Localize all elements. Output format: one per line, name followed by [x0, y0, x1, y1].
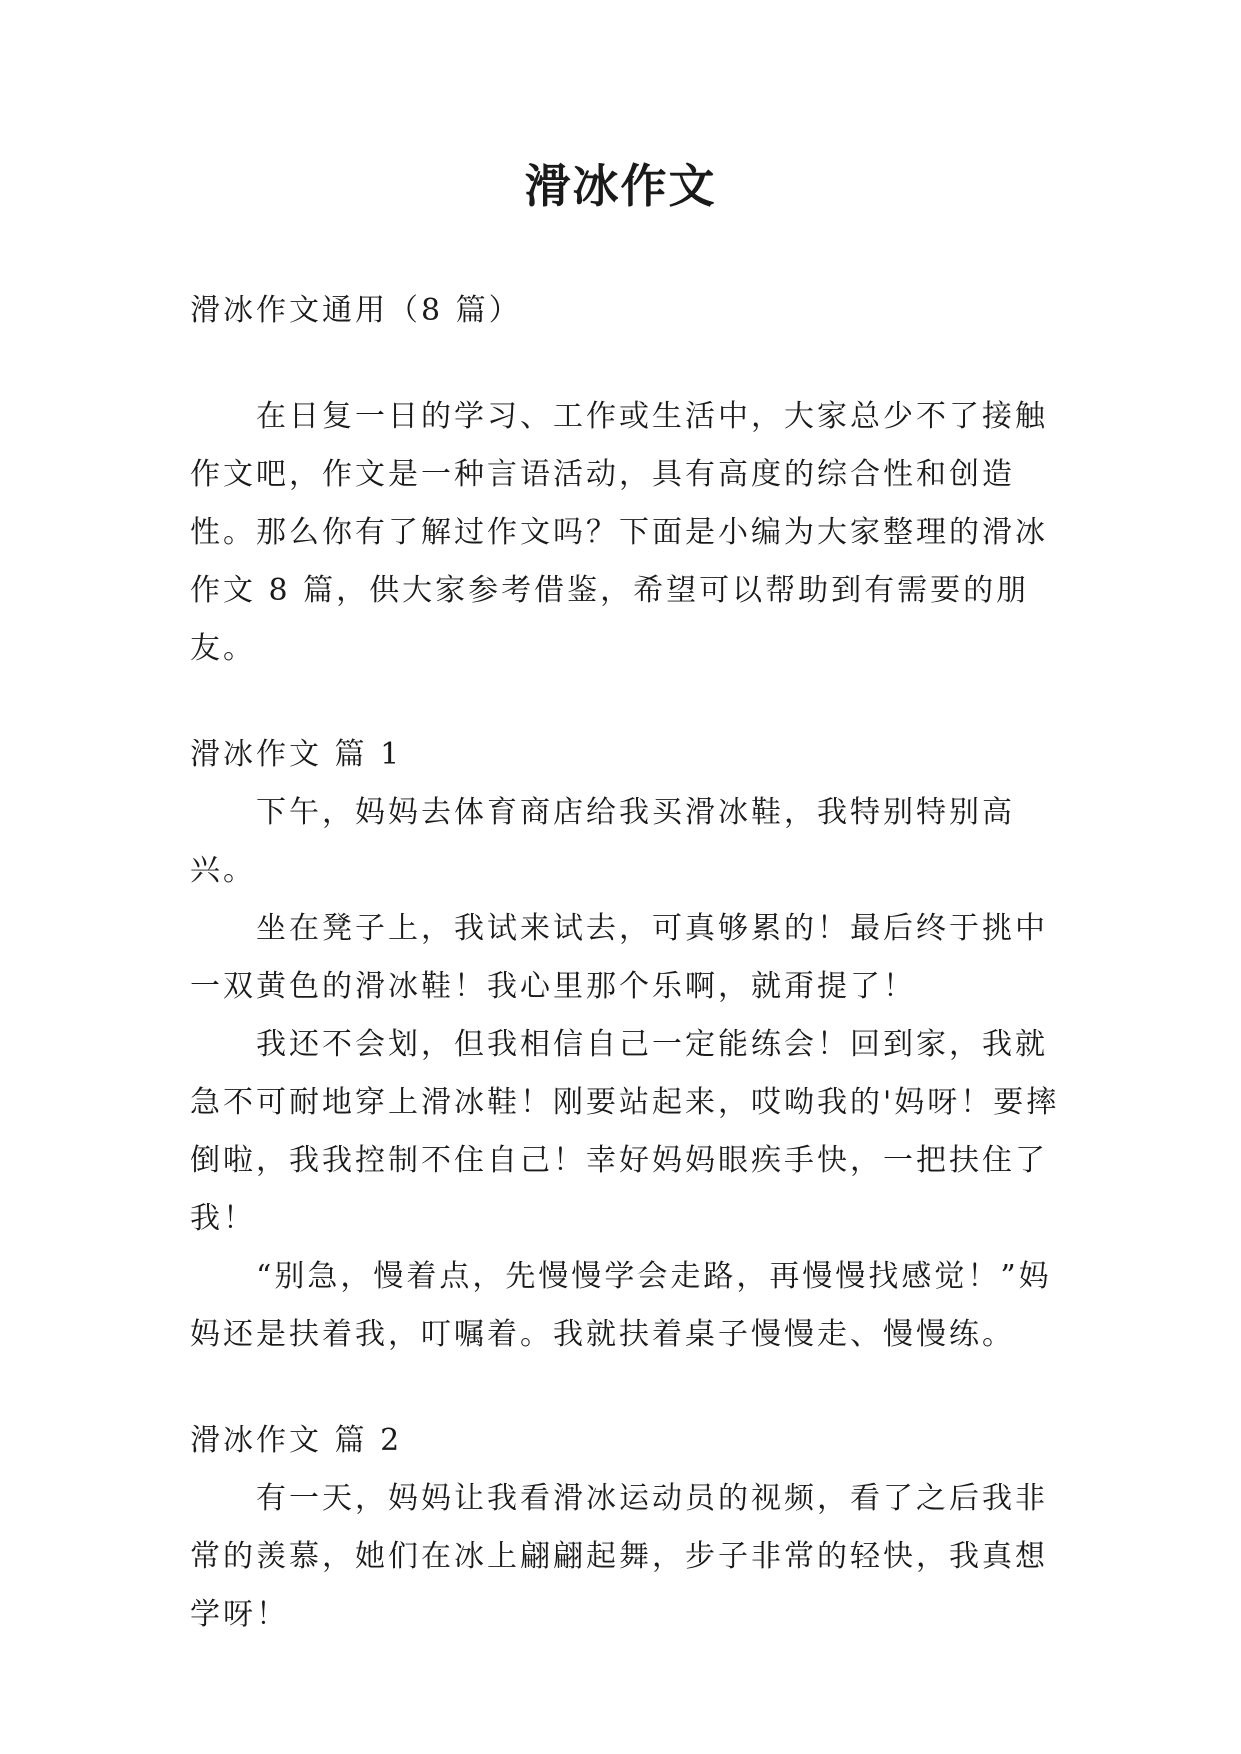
paragraph: “别急，慢着点，先慢慢学会走路，再慢慢找感觉！”妈妈还是扶着我，叮嘱着。我就扶着桌子慢慢走、慢慢练。: [190, 1259, 1052, 1352]
section-1: [190, 726, 1060, 1364]
section-heading: 滑冰作文 篇 1: [190, 737, 403, 772]
document-body: [190, 282, 1060, 1644]
paragraph: 有一天，妈妈让我看滑冰运动员的视频，看了之后我非常的羡慕，她们在冰上翩翩起舞，步子非常的轻快，我真想学呀！: [190, 1481, 1048, 1632]
section-heading: 滑冰作文 篇 2: [190, 1423, 403, 1458]
document-title: 滑冰作文: [524, 159, 717, 213]
paragraph: 下午，妈妈去体育商店给我买滑冰鞋，我特别特别高兴。: [190, 795, 1015, 888]
document-subtitle: 滑冰作文通用（8 篇）: [190, 293, 522, 328]
paragraph: 坐在凳子上，我试来试去，可真够累的！最后终于挑中一双黄色的滑冰鞋！我心里那个乐啊，就甭提了！: [190, 911, 1048, 1004]
intro-paragraph: 在日复一日的学习、工作或生活中，大家总少不了接触作文吧，作文是一种言语活动，具有高度的综合性和创造性。那么你有了解过作文吗？下面是小编为大家整理的滑冰作文 8 篇，供大家参考借鉴，希望可以帮助到有需要的朋友。: [190, 399, 1048, 666]
paragraph: 我还不会划，但我相信自己一定能练会！回到家，我就急不可耐地穿上滑冰鞋！刚要站起来，哎呦我的'妈呀！要摔倒啦，我我控制不住自己！幸好妈妈眼疾手快，一把扶住了我！: [190, 1027, 1060, 1236]
section-2: [190, 1412, 1060, 1644]
